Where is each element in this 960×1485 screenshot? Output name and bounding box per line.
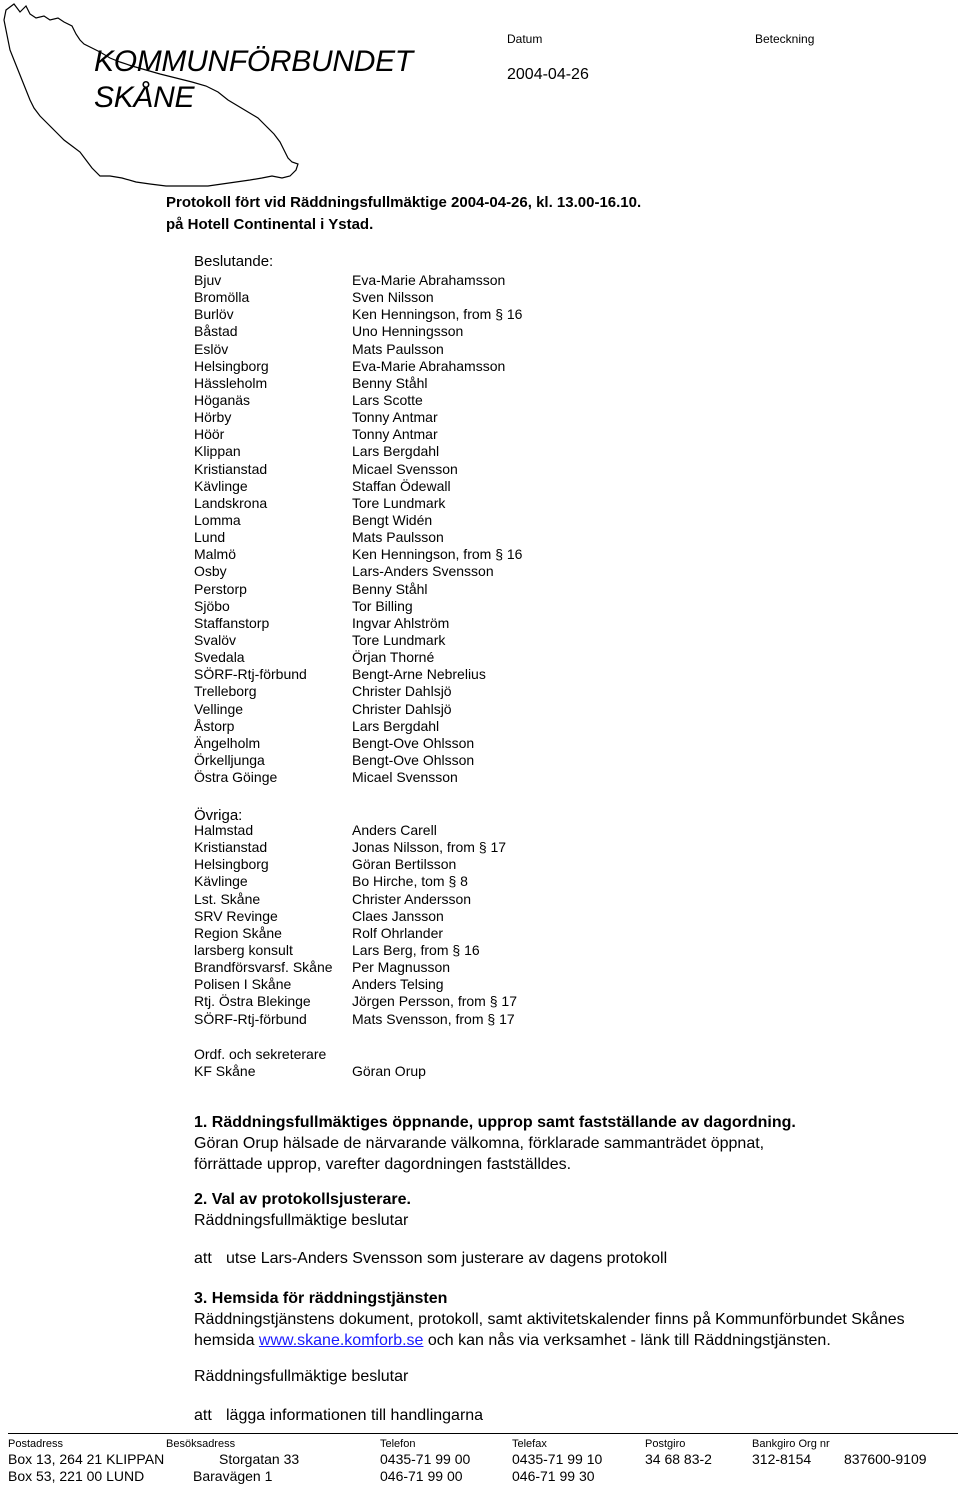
attendee-row [194, 580, 428, 598]
attendee-person [352, 443, 439, 460]
footer-telefon-1: 0435-71 99 00 [380, 1451, 471, 1467]
attendee-organisation: Båstad [194, 323, 238, 340]
attendee-person [352, 512, 432, 529]
attendee-organisation: Höör [194, 426, 225, 443]
section-3-decision-intro: Räddningsfullmäktige beslutar [194, 1368, 409, 1385]
footer-postadress-1: Box 13, 264 21 KLIPPAN [8, 1451, 165, 1467]
attendee-organisation: Burlöv [194, 306, 234, 323]
attendee-person [352, 426, 438, 443]
section-3 [194, 1288, 905, 1351]
attendee-person [352, 891, 471, 908]
attendee-organisation: Rtj. Östra Blekinge [194, 993, 311, 1010]
attendee-name: Bengt Widén [352, 511, 433, 528]
section-2-decision-intro: Räddningsfullmäktige beslutar [194, 1212, 409, 1229]
section-3-decision-text: lägga informationen till handlingarna [226, 1407, 484, 1424]
footer-label-telefon: Telefon [380, 1438, 416, 1450]
protocol-title-line2: på Hotell Continental i Ystad. [166, 216, 374, 233]
footer-label-postadress: Postadress [8, 1438, 64, 1450]
section-2 [194, 1189, 411, 1231]
footer-postgiro-1: 34 68 83-2 [645, 1451, 712, 1467]
beslutande-heading: Beslutande: [194, 253, 274, 270]
ovriga-heading: Övriga: [194, 807, 243, 824]
ordf-line1: Ordf. och sekreterare [194, 1046, 327, 1062]
attendee-organisation: Åstorp [194, 717, 235, 734]
attendee-row [194, 494, 446, 512]
section-3-text-line2 [194, 1330, 905, 1351]
attendee-name: Lars-Anders Svensson [352, 563, 494, 580]
section-2-decision [194, 1248, 668, 1269]
attendee-row [194, 751, 475, 769]
attendee-name: Micael Svensson [352, 460, 458, 477]
attendee-row [194, 907, 444, 925]
attendee-person [352, 822, 437, 839]
attendee-row [194, 924, 444, 942]
attendee-name: Uno Henningsson [352, 323, 464, 340]
footer-bankgiro-1: 312-8154 [752, 1451, 812, 1467]
attendee-name: Bo Hirche, tom [352, 873, 445, 890]
attendee-person [352, 409, 438, 426]
footer-telefax-2: 046-71 99 30 [512, 1468, 595, 1484]
paragraph-number: 16 [464, 941, 480, 958]
attendee-row [194, 873, 468, 890]
attendee-organisation: Svalöv [194, 631, 237, 648]
attendee-row [194, 289, 434, 306]
beslutande-list [194, 272, 523, 786]
attendee-name: Jörgen Persson, from [352, 993, 486, 1010]
attendee-name: Staffan Ödewall [352, 477, 451, 494]
attendee-person [352, 873, 468, 890]
attendee-name: Mats Paulsson [352, 340, 444, 357]
footer-besoksadress-2: Baravägen 1 [193, 1468, 273, 1484]
attendee-row [194, 941, 480, 959]
paragraph-sign-icon: § [448, 941, 465, 958]
attendee-organisation: Landskrona [194, 494, 268, 511]
attendee-person [352, 942, 480, 959]
attendee-name: Tonny Antmar [352, 409, 438, 426]
attendee-person [352, 495, 445, 512]
paragraph-sign-icon: § [444, 873, 461, 890]
attendee-row [194, 374, 428, 392]
ovriga-list [194, 822, 517, 1028]
attendee-name: Mats Svensson, from [352, 1010, 484, 1027]
attendee-person [352, 735, 474, 752]
attendee-row [194, 477, 451, 495]
footer-besoksadress-1: Storgatan 33 [219, 1451, 300, 1467]
attendee-organisation: SÖRF-Rtj-förbund [194, 666, 307, 683]
org-name-line1: KOMMUNFÖRBUNDET [94, 45, 413, 78]
attendee-name: Mats Paulsson [352, 529, 444, 546]
attendee-person [352, 959, 450, 976]
attendee-organisation: Polisen I Skåne [194, 976, 292, 993]
attendee-organisation: Lst. Skåne [194, 890, 261, 907]
attendee-person [352, 976, 444, 993]
attendee-name: Göran Bertilsson [352, 856, 457, 873]
attendee-person [352, 908, 444, 925]
attendee-row [194, 993, 517, 1010]
attendee-person [352, 461, 458, 478]
attendee-row [194, 323, 464, 340]
paragraph-number: 17 [490, 839, 507, 856]
attendee-row [194, 839, 507, 856]
attendee-organisation: Kristianstad [194, 839, 268, 856]
attendee-name: Christer Dahlsjö [352, 700, 452, 717]
attendee-row [194, 856, 457, 873]
attendee-organisation: Brandförsvarsf. Skåne [194, 959, 333, 976]
section-1-text-line2: förrättade upprop, varefter dagordningen fastställdes. [194, 1156, 572, 1173]
paragraph-number: 16 [506, 546, 523, 563]
section-2-att: att [194, 1250, 212, 1267]
attendee-person [352, 546, 522, 563]
attendee-row [194, 649, 435, 666]
attendee-name: Bengt-Ove Ohlsson [352, 751, 475, 768]
attendee-organisation: Svedala [194, 649, 245, 666]
section-3-text-post: och kan nås via verksamhet - länk till Räddningstjänsten. [423, 1332, 831, 1349]
attendee-organisation: Bromölla [194, 289, 250, 306]
attendee-organisation: Kristianstad [194, 460, 268, 477]
attendee-person [352, 649, 434, 666]
attendee-name: Benny Ståhl [352, 580, 428, 597]
attendee-name: Lars Bergdahl [352, 443, 440, 460]
attendee-person [352, 529, 444, 546]
attendee-organisation: Eslöv [194, 340, 229, 357]
attendee-name: Jonas Nilsson, from [352, 839, 475, 856]
footer-telefax-1: 0435-71 99 10 [512, 1451, 603, 1467]
paragraph-number: 8 [460, 873, 468, 890]
ordf-place: KF Skåne [194, 1063, 256, 1080]
paragraph-number: 17 [501, 993, 517, 1010]
attendee-name: Bengt-Ove Ohlsson [352, 734, 475, 751]
attendee-name: Anders Telsing [352, 976, 444, 993]
attendee-row [194, 460, 458, 478]
section-3-text-pre: hemsida [194, 1332, 259, 1349]
attendee-row [194, 959, 451, 976]
attendee-row [194, 631, 446, 649]
attendee-row [194, 683, 452, 700]
section-2-heading: 2. Val av protokollsjusterare. [194, 1191, 411, 1208]
attendee-row [194, 426, 438, 443]
attendee-organisation: Perstorp [194, 580, 247, 597]
ordf-row [194, 1063, 426, 1080]
attendee-name: Benny Ståhl [352, 374, 428, 391]
attendee-name: Eva-Marie Abrahamsson [352, 272, 506, 288]
section-2-decision-text: utse Lars-Anders Svensson som justerare av dagens protokoll [226, 1250, 668, 1267]
attendee-row [194, 340, 444, 358]
attendee-organisation: Bjuv [194, 272, 222, 288]
attendee-person [352, 375, 428, 392]
attendee-person [352, 392, 423, 409]
section-1-heading: 1. Räddningsfullmäktiges öppnande, upprop samt fastställande av dagordning. [194, 1114, 796, 1131]
attendee-organisation: Vellinge [194, 700, 244, 717]
attendee-organisation: Sjöbo [194, 597, 230, 614]
date-value: 2004-04-26 [507, 66, 589, 83]
attendee-organisation: Trelleborg [194, 683, 257, 700]
attendee-person [352, 993, 517, 1010]
attendee-row [194, 306, 523, 323]
footer-label-telefax: Telefax [512, 1438, 547, 1450]
paragraph-sign-icon: § [491, 306, 507, 323]
footer-label-bankgiro: Bankgiro Org nr [752, 1438, 830, 1450]
attendee-row [194, 976, 444, 993]
attendee-person [352, 563, 494, 580]
reference-label: Beteckning [755, 32, 815, 46]
attendee-name: Örjan Thorné [352, 649, 435, 666]
attendee-organisation: Hässleholm [194, 374, 268, 391]
attendee-name: Anders Carell [352, 822, 437, 838]
ordf-block [194, 1046, 426, 1080]
paragraph-sign-icon: § [491, 546, 507, 563]
attendee-organisation: Hörby [194, 409, 232, 426]
attendee-person [352, 701, 452, 718]
attendee-person [352, 839, 506, 856]
attendee-person [352, 666, 486, 683]
attendee-row [194, 717, 440, 735]
attendee-organisation: Lomma [194, 511, 241, 528]
section-1 [194, 1112, 796, 1175]
attendee-row [194, 563, 494, 580]
attendee-organisation: Kävlinge [194, 477, 248, 494]
attendee-row [194, 511, 433, 529]
attendee-person [352, 272, 505, 289]
attendee-name: Bengt-Arne Nebrelius [352, 666, 486, 683]
attendee-row [194, 666, 486, 683]
attendee-organisation: Staffanstorp [194, 614, 270, 631]
attendee-organisation: Osby [194, 563, 227, 580]
section-3-decision [194, 1405, 484, 1426]
footer-divider [8, 1433, 958, 1434]
attendee-name: Micael Svensson [352, 769, 458, 786]
attendee-name: Lars Scotte [352, 391, 423, 408]
attendee-name: Ken Henningson, from [352, 546, 492, 563]
attendee-person [352, 1011, 515, 1028]
attendee-person [352, 341, 444, 358]
attendee-organisation: Kävlinge [194, 873, 248, 890]
paragraph-number: 17 [499, 1010, 515, 1027]
attendee-person [352, 683, 452, 700]
attendee-name: Tore Lundmark [352, 631, 446, 648]
attendee-organisation: Malmö [194, 546, 237, 563]
footer-label-besoksadress: Besöksadress [166, 1438, 236, 1450]
attendee-row [194, 409, 438, 426]
attendee-row [194, 546, 523, 563]
attendee-organisation: SÖRF-Rtj-förbund [194, 1010, 307, 1027]
attendee-organisation: Region Skåne [194, 924, 282, 941]
attendee-name: Lars Berg, from [352, 941, 449, 958]
attendee-organisation: Halmstad [194, 822, 254, 838]
attendee-person [352, 718, 439, 735]
footer-telefon-2: 046-71 99 00 [380, 1468, 463, 1484]
attendee-name: Claes Jansson [352, 907, 444, 924]
attendee-organisation: Helsingborg [194, 856, 269, 873]
attendee-row [194, 700, 452, 718]
org-name-line2: SKÅNE [94, 81, 195, 114]
attendee-row [194, 769, 458, 786]
attendee-row [194, 391, 423, 409]
attendee-name: Rolf Ohrlander [352, 924, 444, 941]
attendee-name: Christer Andersson [352, 890, 472, 907]
attendee-person [352, 478, 451, 495]
attendee-row [194, 529, 444, 546]
attendee-person [352, 358, 505, 375]
attendee-name: Per Magnusson [352, 959, 451, 976]
paragraph-sign-icon: § [474, 839, 491, 856]
paragraph-sign-icon: § [485, 993, 502, 1010]
attendee-name: Tore Lundmark [352, 494, 446, 511]
protocol-title-line1: Protokoll fört vid Räddningsfullmäktige 2004-04-26, kl. 13.00-16.10. [166, 194, 642, 211]
attendee-organisation: SRV Revinge [194, 907, 278, 924]
attendee-organisation: Örkelljunga [194, 751, 265, 768]
date-label: Datum [507, 32, 543, 46]
attendee-organisation: larsberg konsult [194, 941, 293, 958]
attendee-name: Ingvar Ahlström [352, 614, 450, 631]
attendee-person [352, 289, 434, 306]
attendee-person [352, 856, 456, 873]
footer-orgnr-1: 837600-9109 [844, 1451, 927, 1467]
section-1-text-line1: Göran Orup hälsade de närvarande välkomna, förklarade sammanträdet öppnat, [194, 1135, 765, 1152]
attendee-person [352, 598, 413, 615]
attendee-name: Tonny Antmar [352, 426, 438, 443]
footer-postadress-2: Box 53, 221 00 LUND [8, 1468, 145, 1484]
attendee-person [352, 925, 443, 942]
attendee-row [194, 357, 506, 375]
attendee-organisation: Klippan [194, 443, 241, 460]
section-3-heading: 3. Hemsida för räddningstjänsten [194, 1290, 448, 1307]
attendee-organisation: Höganäs [194, 391, 251, 408]
attendee-person [352, 752, 474, 769]
attendee-name: Ken Henningson, from [352, 306, 492, 323]
attendee-name: Tor Billing [352, 597, 413, 614]
attendee-person [352, 615, 449, 632]
attendee-organisation: Lund [194, 529, 226, 546]
attendee-row [194, 443, 440, 460]
attendee-person [352, 306, 522, 323]
paragraph-number: 16 [506, 306, 523, 323]
attendee-row [194, 272, 506, 289]
attendee-name: Christer Dahlsjö [352, 683, 452, 700]
paragraph-sign-icon: § [483, 1010, 500, 1027]
attendee-person [352, 769, 458, 786]
attendee-organisation: Helsingborg [194, 357, 269, 374]
attendee-row [194, 890, 472, 908]
attendee-person [352, 581, 428, 598]
attendee-name: Sven Nilsson [352, 289, 434, 306]
section-3-att: att [194, 1407, 212, 1424]
attendee-person [352, 632, 445, 649]
attendee-organisation: Östra Göinge [194, 769, 278, 786]
footer-label-postgiro: Postgiro [645, 1438, 686, 1450]
website-link[interactable]: www.skane.komforb.se [258, 1332, 424, 1349]
attendee-row [194, 822, 437, 839]
attendee-row [194, 614, 450, 632]
ordf-person: Göran Orup [352, 1063, 426, 1080]
attendee-row [194, 734, 475, 752]
section-3-text-line1: Räddningstjänstens dokument, protokoll, samt aktivitetskalender finns på Kommunförbundet Skånes [194, 1311, 905, 1328]
attendee-name: Eva-Marie Abrahamsson [352, 357, 506, 374]
attendee-name: Lars Bergdahl [352, 717, 440, 734]
attendee-person [352, 323, 463, 340]
attendee-row [194, 597, 413, 615]
attendee-row [194, 1010, 515, 1028]
attendee-organisation: Ängelholm [194, 734, 261, 751]
